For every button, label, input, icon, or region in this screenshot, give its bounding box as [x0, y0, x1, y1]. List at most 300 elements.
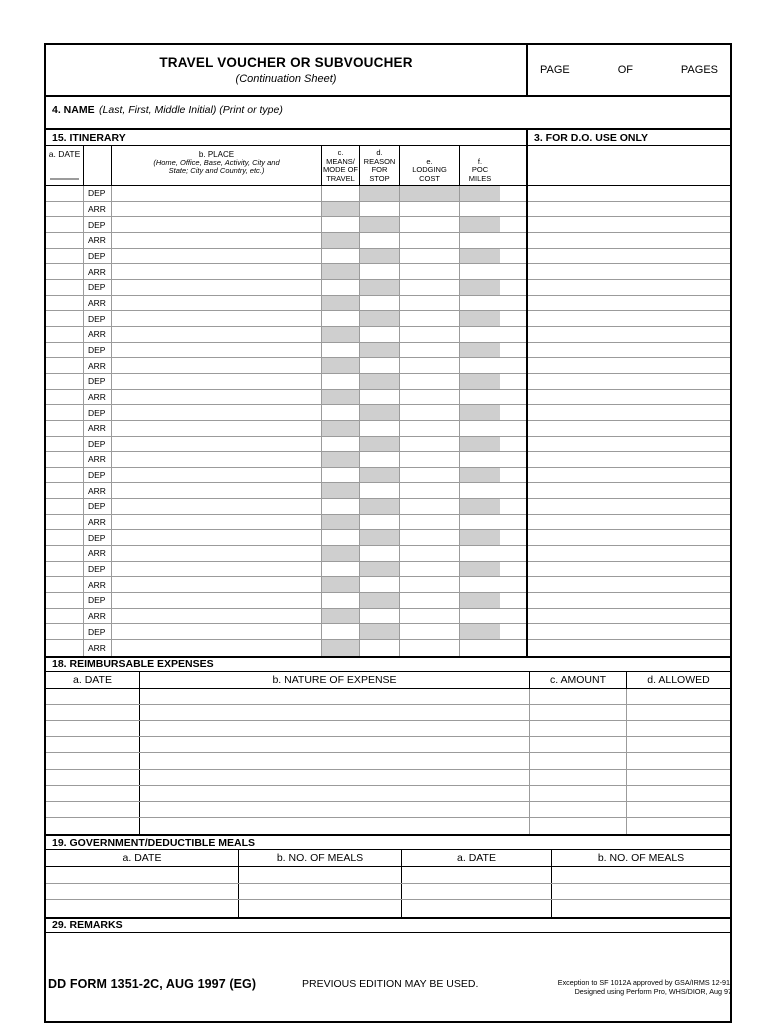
meals-col-date-2: a. DATE: [402, 850, 552, 866]
itinerary-cell-place[interactable]: [112, 421, 322, 436]
expenses-cell-allowed[interactable]: [627, 818, 730, 834]
itinerary-cell-place[interactable]: [112, 593, 322, 608]
expenses-row: [46, 770, 730, 786]
itinerary-cell-date[interactable]: [46, 593, 84, 608]
itinerary-cell-date[interactable]: [46, 530, 84, 545]
itinerary-row: [46, 421, 526, 437]
do-use-only-row[interactable]: [528, 327, 730, 343]
itinerary-cell-poc-miles[interactable]: [460, 327, 500, 342]
itinerary-row: [46, 437, 526, 453]
meals-cell-date-2[interactable]: [402, 900, 552, 917]
itinerary-cell-lodging-cost[interactable]: [400, 483, 460, 498]
itinerary-cell-date[interactable]: [46, 515, 84, 530]
itinerary-cell-date[interactable]: [46, 499, 84, 514]
itinerary-cell-lodging-cost[interactable]: [400, 468, 460, 483]
itinerary-row: [46, 311, 526, 327]
itinerary-cell-place[interactable]: [112, 562, 322, 577]
do-use-only-row[interactable]: [528, 468, 730, 484]
itinerary-cell-lodging-cost[interactable]: [400, 452, 460, 467]
itinerary-cell-place[interactable]: [112, 499, 322, 514]
expenses-cell-date[interactable]: [46, 770, 140, 785]
do-use-only-row[interactable]: [528, 343, 730, 359]
meals-cell-no-2[interactable]: [552, 884, 730, 900]
do-use-only-row[interactable]: [528, 264, 730, 280]
itinerary-row: [46, 296, 526, 312]
itinerary-row: [46, 327, 526, 343]
do-use-only-row[interactable]: [528, 358, 730, 374]
itinerary-cell-date[interactable]: [46, 624, 84, 639]
expenses-cell-allowed[interactable]: [627, 770, 730, 785]
expenses-cell-amount[interactable]: [530, 786, 627, 801]
expenses-cell-amount[interactable]: [530, 770, 627, 785]
meals-cell-date-1[interactable]: [46, 867, 239, 883]
itinerary-cell-place[interactable]: [112, 186, 322, 201]
itinerary-cell-means-mode[interactable]: [322, 186, 360, 201]
itinerary-cell-place[interactable]: [112, 280, 322, 295]
col-header-date-label: a. DATE: [48, 149, 81, 159]
do-use-only-row[interactable]: [528, 421, 730, 437]
itinerary-cell-lodging-cost[interactable]: [400, 374, 460, 389]
itinerary-cell-poc-miles[interactable]: [460, 640, 500, 656]
col-header-poc-letter: f.: [477, 156, 483, 166]
itinerary-cell-date[interactable]: [46, 186, 84, 201]
itinerary-cell-lodging-cost[interactable]: [400, 593, 460, 608]
itinerary-cell-dep: DEP: [84, 217, 112, 232]
do-use-only-row[interactable]: [528, 405, 730, 421]
meals-title: 19. GOVERNMENT/DEDUCTIBLE MEALS: [52, 836, 256, 849]
expenses-cell-allowed[interactable]: [627, 737, 730, 752]
meals-row: [46, 900, 730, 917]
itinerary-cell-place[interactable]: [112, 233, 322, 248]
itinerary-cell-means-mode[interactable]: [322, 249, 360, 264]
expenses-row: [46, 689, 730, 705]
meals-cell-no-1[interactable]: [239, 867, 402, 883]
previous-edition-note: PREVIOUS EDITION MAY BE USED.: [302, 978, 479, 990]
itinerary-cell-lodging-cost[interactable]: [400, 421, 460, 436]
itinerary-cell-means-mode[interactable]: [322, 562, 360, 577]
do-use-only-row[interactable]: [528, 202, 730, 218]
itinerary-cell-reason-for-stop[interactable]: [360, 609, 400, 624]
itinerary-cell-means-mode[interactable]: [322, 530, 360, 545]
meals-cell-date-2[interactable]: [402, 867, 552, 883]
expenses-cell-allowed[interactable]: [627, 802, 730, 817]
expenses-cell-nature[interactable]: [140, 737, 530, 752]
do-use-only-title: 3. FOR D.O. USE ONLY: [534, 131, 648, 144]
meals-cell-date-1[interactable]: [46, 884, 239, 900]
col-header-means-line2: MODE OF: [323, 165, 358, 175]
itinerary-cell-date[interactable]: [46, 343, 84, 358]
itinerary-cell-reason-for-stop[interactable]: [360, 640, 400, 656]
itinerary-cell-dep: DEP: [84, 280, 112, 295]
expenses-header-row: [46, 672, 730, 689]
itinerary-cell-date[interactable]: [46, 437, 84, 452]
itinerary-cell-reason-for-stop[interactable]: [360, 483, 400, 498]
itinerary-cell-reason-for-stop[interactable]: [360, 233, 400, 248]
dd-form-1351-2c: [44, 43, 732, 1023]
itinerary-cell-lodging-cost[interactable]: [400, 390, 460, 405]
itinerary-cell-place[interactable]: [112, 437, 322, 452]
itinerary-cell-poc-miles: [460, 530, 500, 545]
itinerary-cell-date[interactable]: [46, 405, 84, 420]
itinerary-cell-poc-miles[interactable]: [460, 546, 500, 561]
itinerary-cell-means-mode[interactable]: [322, 217, 360, 232]
col-header-reason-letter: d.: [376, 148, 383, 158]
itinerary-row: [46, 468, 526, 484]
col-header-lodging-letter: e.: [426, 156, 433, 166]
itinerary-title-bar: [46, 130, 730, 146]
itinerary-cell-reason-for-stop[interactable]: [360, 452, 400, 467]
itinerary-row: [46, 405, 526, 421]
itinerary-cell-poc-miles[interactable]: [460, 515, 500, 530]
itinerary-cell-lodging-cost[interactable]: [400, 217, 460, 232]
do-use-only-row[interactable]: [528, 483, 730, 499]
itinerary-cell-date[interactable]: [46, 562, 84, 577]
itinerary-cell-reason-for-stop: [360, 374, 400, 389]
itinerary-cell-lodging-cost[interactable]: [400, 405, 460, 420]
expenses-cell-nature[interactable]: [140, 818, 530, 834]
itinerary-cell-reason-for-stop: [360, 624, 400, 639]
do-use-only-header-spacer: [528, 146, 730, 186]
itinerary-cell-dep: DEP: [84, 249, 112, 264]
itinerary-cell-place[interactable]: [112, 530, 322, 545]
itinerary-cell-poc-miles: [460, 280, 500, 295]
itinerary-cell-lodging-cost[interactable]: [400, 499, 460, 514]
itinerary-cell-reason-for-stop: [360, 468, 400, 483]
itinerary-cell-reason-for-stop[interactable]: [360, 202, 400, 217]
itinerary-cell-means-mode[interactable]: [322, 343, 360, 358]
expenses-cell-nature[interactable]: [140, 802, 530, 817]
itinerary-cell-date[interactable]: [46, 577, 84, 592]
itinerary-cell-date[interactable]: [46, 280, 84, 295]
itinerary-cell-reason-for-stop: [360, 499, 400, 514]
expenses-cell-allowed[interactable]: [627, 721, 730, 736]
itinerary-cell-date[interactable]: [46, 327, 84, 342]
itinerary-cell-poc-miles[interactable]: [460, 452, 500, 467]
expenses-cell-amount[interactable]: [530, 753, 627, 768]
expenses-cell-date[interactable]: [46, 802, 140, 817]
itinerary-cell-dep: DEP: [84, 437, 112, 452]
expenses-cell-amount[interactable]: [530, 802, 627, 817]
itinerary-cell-lodging-cost[interactable]: [400, 202, 460, 217]
itinerary-cell-place[interactable]: [112, 217, 322, 232]
itinerary-cell-lodging-cost[interactable]: [400, 311, 460, 326]
expenses-cell-date[interactable]: [46, 689, 140, 704]
meals-cell-no-2[interactable]: [552, 900, 730, 917]
itinerary-cell-date[interactable]: [46, 233, 84, 248]
itinerary-row: [46, 358, 526, 374]
itinerary-cell-date[interactable]: [46, 202, 84, 217]
itinerary-cell-poc-miles[interactable]: [460, 233, 500, 248]
itinerary-cell-poc-miles[interactable]: [460, 296, 500, 311]
itinerary-cell-means-mode[interactable]: [322, 499, 360, 514]
do-use-only-row[interactable]: [528, 530, 730, 546]
expenses-cell-date[interactable]: [46, 705, 140, 720]
meals-rows: [46, 867, 730, 917]
itinerary-cell-place[interactable]: [112, 390, 322, 405]
col-header-means-line1: MEANS/: [326, 156, 355, 166]
date-underline: [50, 178, 79, 180]
do-use-only-row[interactable]: [528, 515, 730, 531]
page-number-block[interactable]: [528, 45, 730, 95]
itinerary-row: [46, 609, 526, 625]
itinerary-cell-place[interactable]: [112, 577, 322, 592]
expenses-cell-amount[interactable]: [530, 689, 627, 704]
itinerary-cell-reason-for-stop: [360, 593, 400, 608]
expenses-cell-date[interactable]: [46, 753, 140, 768]
itinerary-cell-poc-miles[interactable]: [460, 390, 500, 405]
do-use-only-row[interactable]: [528, 311, 730, 327]
itinerary-cell-place[interactable]: [112, 358, 322, 373]
itinerary-cell-means-mode: [322, 546, 360, 561]
exception-note-line2: Designed using Perform Pro, WHS/DIOR, Aug 97: [574, 987, 732, 996]
expenses-cell-nature[interactable]: [140, 705, 530, 720]
meals-col-no-2: b. NO. OF MEALS: [597, 852, 685, 865]
do-use-only-row[interactable]: [528, 249, 730, 265]
expenses-cell-date[interactable]: [46, 818, 140, 834]
itinerary-cell-place[interactable]: [112, 624, 322, 639]
itinerary-cell-lodging-cost[interactable]: [400, 358, 460, 373]
itinerary-cell-place[interactable]: [112, 343, 322, 358]
itinerary-cell-reason-for-stop: [360, 311, 400, 326]
expenses-cell-allowed[interactable]: [627, 753, 730, 768]
itinerary-cell-reason-for-stop[interactable]: [360, 390, 400, 405]
itinerary-cell-lodging-cost[interactable]: [400, 437, 460, 452]
page-label: PAGE: [540, 64, 570, 76]
itinerary-cell-lodging-cost[interactable]: [400, 640, 460, 656]
itinerary-cell-reason-for-stop: [360, 280, 400, 295]
itinerary-cell-lodging-cost[interactable]: [400, 515, 460, 530]
itinerary-cell-reason-for-stop[interactable]: [360, 358, 400, 373]
itinerary-cell-reason-for-stop[interactable]: [360, 546, 400, 561]
itinerary-cell-arr: ARR: [84, 358, 112, 373]
expenses-row: [46, 721, 730, 737]
itinerary-cell-means-mode[interactable]: [322, 624, 360, 639]
itinerary-cell-poc-miles: [460, 249, 500, 264]
itinerary-cell-means-mode[interactable]: [322, 468, 360, 483]
itinerary-cell-place[interactable]: [112, 202, 322, 217]
itinerary-cell-date[interactable]: [46, 374, 84, 389]
expenses-cell-amount[interactable]: [530, 737, 627, 752]
remarks-title-bar: [46, 917, 730, 933]
meals-cell-no-1[interactable]: [239, 884, 402, 900]
itinerary-cell-lodging-cost[interactable]: [400, 343, 460, 358]
do-use-only-row[interactable]: [528, 390, 730, 406]
itinerary-cell-poc-miles[interactable]: [460, 421, 500, 436]
itinerary-cell-place[interactable]: [112, 405, 322, 420]
itinerary-cell-place[interactable]: [112, 546, 322, 561]
col-header-place-label: b. PLACE: [198, 150, 235, 159]
expenses-cell-date[interactable]: [46, 737, 140, 752]
expenses-cell-nature[interactable]: [140, 786, 530, 801]
col-header-place: [112, 146, 322, 185]
itinerary-cell-reason-for-stop[interactable]: [360, 327, 400, 342]
expenses-cell-amount[interactable]: [530, 721, 627, 736]
itinerary-cell-means-mode[interactable]: [322, 437, 360, 452]
itinerary-cell-arr: ARR: [84, 483, 112, 498]
col-header-means-letter: c.: [337, 148, 344, 158]
name-field-block[interactable]: [46, 97, 730, 130]
itinerary-header-row: [46, 146, 526, 186]
itinerary-cell-poc-miles[interactable]: [460, 264, 500, 279]
itinerary-cell-date[interactable]: [46, 390, 84, 405]
expenses-col-date: a. DATE: [46, 672, 140, 688]
itinerary-cell-arr: ARR: [84, 421, 112, 436]
itinerary-cell-place[interactable]: [112, 640, 322, 656]
itinerary-cell-lodging-cost[interactable]: [400, 296, 460, 311]
itinerary-cell-means-mode[interactable]: [322, 311, 360, 326]
itinerary-cell-date[interactable]: [46, 311, 84, 326]
itinerary-cell-means-mode[interactable]: [322, 280, 360, 295]
itinerary-cell-place[interactable]: [112, 249, 322, 264]
itinerary-cell-date[interactable]: [46, 483, 84, 498]
itinerary-cell-lodging-cost[interactable]: [400, 577, 460, 592]
expenses-cell-nature[interactable]: [140, 689, 530, 704]
do-use-only-row[interactable]: [528, 437, 730, 453]
expenses-cell-allowed[interactable]: [627, 689, 730, 704]
itinerary-cell-arr: ARR: [84, 546, 112, 561]
remarks-title: 29. REMARKS: [52, 919, 123, 932]
expenses-row: [46, 786, 730, 802]
itinerary-cell-poc-miles: [460, 593, 500, 608]
itinerary-cell-date[interactable]: [46, 264, 84, 279]
col-header-place-hint-1: (Home, Office, Base, Activity, City and: [153, 158, 280, 167]
itinerary-cell-poc-miles[interactable]: [460, 483, 500, 498]
itinerary-table: [46, 146, 730, 656]
itinerary-cell-date[interactable]: [46, 452, 84, 467]
do-use-only-row[interactable]: [528, 640, 730, 656]
itinerary-cell-poc-miles[interactable]: [460, 202, 500, 217]
meals-table: [46, 850, 730, 917]
itinerary-cell-reason-for-stop[interactable]: [360, 296, 400, 311]
itinerary-cell-place[interactable]: [112, 374, 322, 389]
expenses-cell-date[interactable]: [46, 786, 140, 801]
itinerary-cell-place[interactable]: [112, 327, 322, 342]
do-use-only-row[interactable]: [528, 233, 730, 249]
do-use-only-row[interactable]: [528, 296, 730, 312]
itinerary-cell-reason-for-stop: [360, 249, 400, 264]
itinerary-rows: [46, 186, 526, 656]
itinerary-cell-means-mode: [322, 609, 360, 624]
itinerary-cell-date[interactable]: [46, 640, 84, 656]
do-use-only-row[interactable]: [528, 546, 730, 562]
itinerary-cell-lodging-cost[interactable]: [400, 327, 460, 342]
itinerary-cell-date[interactable]: [46, 358, 84, 373]
form-title-block: [46, 45, 528, 95]
do-use-only-row[interactable]: [528, 609, 730, 625]
itinerary-cell-dep: DEP: [84, 624, 112, 639]
itinerary-cell-reason-for-stop[interactable]: [360, 421, 400, 436]
expenses-cell-amount[interactable]: [530, 705, 627, 720]
itinerary-cell-dep: DEP: [84, 374, 112, 389]
itinerary-cell-lodging-cost[interactable]: [400, 264, 460, 279]
expenses-cell-nature[interactable]: [140, 753, 530, 768]
itinerary-cell-date[interactable]: [46, 296, 84, 311]
itinerary-cell-poc-miles[interactable]: [460, 609, 500, 624]
meals-row: [46, 867, 730, 884]
itinerary-cell-poc-miles[interactable]: [460, 358, 500, 373]
do-use-only-row[interactable]: [528, 577, 730, 593]
expenses-cell-nature[interactable]: [140, 721, 530, 736]
itinerary-cell-date[interactable]: [46, 249, 84, 264]
itinerary-cell-place[interactable]: [112, 483, 322, 498]
itinerary-cell-lodging-cost[interactable]: [400, 233, 460, 248]
do-use-only-row[interactable]: [528, 452, 730, 468]
col-header-date: [46, 146, 84, 185]
itinerary-cell-lodging-cost[interactable]: [400, 280, 460, 295]
itinerary-cell-place[interactable]: [112, 515, 322, 530]
meals-cell-date-1[interactable]: [46, 900, 239, 917]
do-use-only-row[interactable]: [528, 217, 730, 233]
itinerary-cell-date[interactable]: [46, 217, 84, 232]
do-use-only-row[interactable]: [528, 593, 730, 609]
itinerary-cell-place[interactable]: [112, 468, 322, 483]
expenses-cell-allowed[interactable]: [627, 786, 730, 801]
of-label: OF: [617, 64, 633, 76]
itinerary-cell-lodging-cost[interactable]: [400, 530, 460, 545]
itinerary-cell-arr: ARR: [84, 609, 112, 624]
itinerary-cell-date[interactable]: [46, 546, 84, 561]
col-header-poc-miles: [460, 146, 500, 185]
itinerary-cell-place[interactable]: [112, 609, 322, 624]
itinerary-cell-lodging-cost[interactable]: [400, 249, 460, 264]
expenses-cell-amount[interactable]: [530, 818, 627, 834]
expenses-cell-date[interactable]: [46, 721, 140, 736]
itinerary-cell-place[interactable]: [112, 296, 322, 311]
itinerary-cell-place[interactable]: [112, 311, 322, 326]
itinerary-left-columns: [46, 146, 528, 656]
itinerary-cell-place[interactable]: [112, 452, 322, 467]
itinerary-cell-reason-for-stop[interactable]: [360, 264, 400, 279]
col-header-lodging-line2: COST: [419, 173, 440, 183]
itinerary-cell-means-mode[interactable]: [322, 593, 360, 608]
itinerary-cell-reason-for-stop[interactable]: [360, 515, 400, 530]
do-use-only-row[interactable]: [528, 499, 730, 515]
expenses-cell-allowed[interactable]: [627, 705, 730, 720]
expenses-title-bar: [46, 656, 730, 672]
itinerary-cell-means-mode: [322, 577, 360, 592]
itinerary-cell-poc-miles: [460, 343, 500, 358]
do-use-only-row[interactable]: [528, 374, 730, 390]
itinerary-cell-poc-miles: [460, 311, 500, 326]
meals-cell-no-2[interactable]: [552, 867, 730, 883]
itinerary-cell-dep: DEP: [84, 499, 112, 514]
do-use-only-row[interactable]: [528, 280, 730, 296]
itinerary-cell-poc-miles[interactable]: [460, 577, 500, 592]
itinerary-row: [46, 186, 526, 202]
itinerary-cell-lodging-cost[interactable]: [400, 624, 460, 639]
itinerary-cell-reason-for-stop: [360, 562, 400, 577]
itinerary-cell-lodging-cost[interactable]: [400, 546, 460, 561]
itinerary-cell-lodging-cost[interactable]: [400, 609, 460, 624]
do-use-only-row[interactable]: [528, 562, 730, 578]
meals-cell-no-1[interactable]: [239, 900, 402, 917]
itinerary-cell-lodging-cost[interactable]: [400, 562, 460, 577]
expenses-row: [46, 818, 730, 834]
itinerary-cell-means-mode[interactable]: [322, 374, 360, 389]
itinerary-cell-date[interactable]: [46, 421, 84, 436]
itinerary-cell-date[interactable]: [46, 609, 84, 624]
itinerary-cell-place[interactable]: [112, 264, 322, 279]
meals-cell-date-2[interactable]: [402, 884, 552, 900]
itinerary-cell-reason-for-stop[interactable]: [360, 577, 400, 592]
expenses-cell-nature[interactable]: [140, 770, 530, 785]
do-use-only-row[interactable]: [528, 186, 730, 202]
itinerary-cell-means-mode[interactable]: [322, 405, 360, 420]
do-use-only-row[interactable]: [528, 624, 730, 640]
expenses-rows: [46, 689, 730, 835]
itinerary-cell-date[interactable]: [46, 468, 84, 483]
expenses-row: [46, 753, 730, 769]
